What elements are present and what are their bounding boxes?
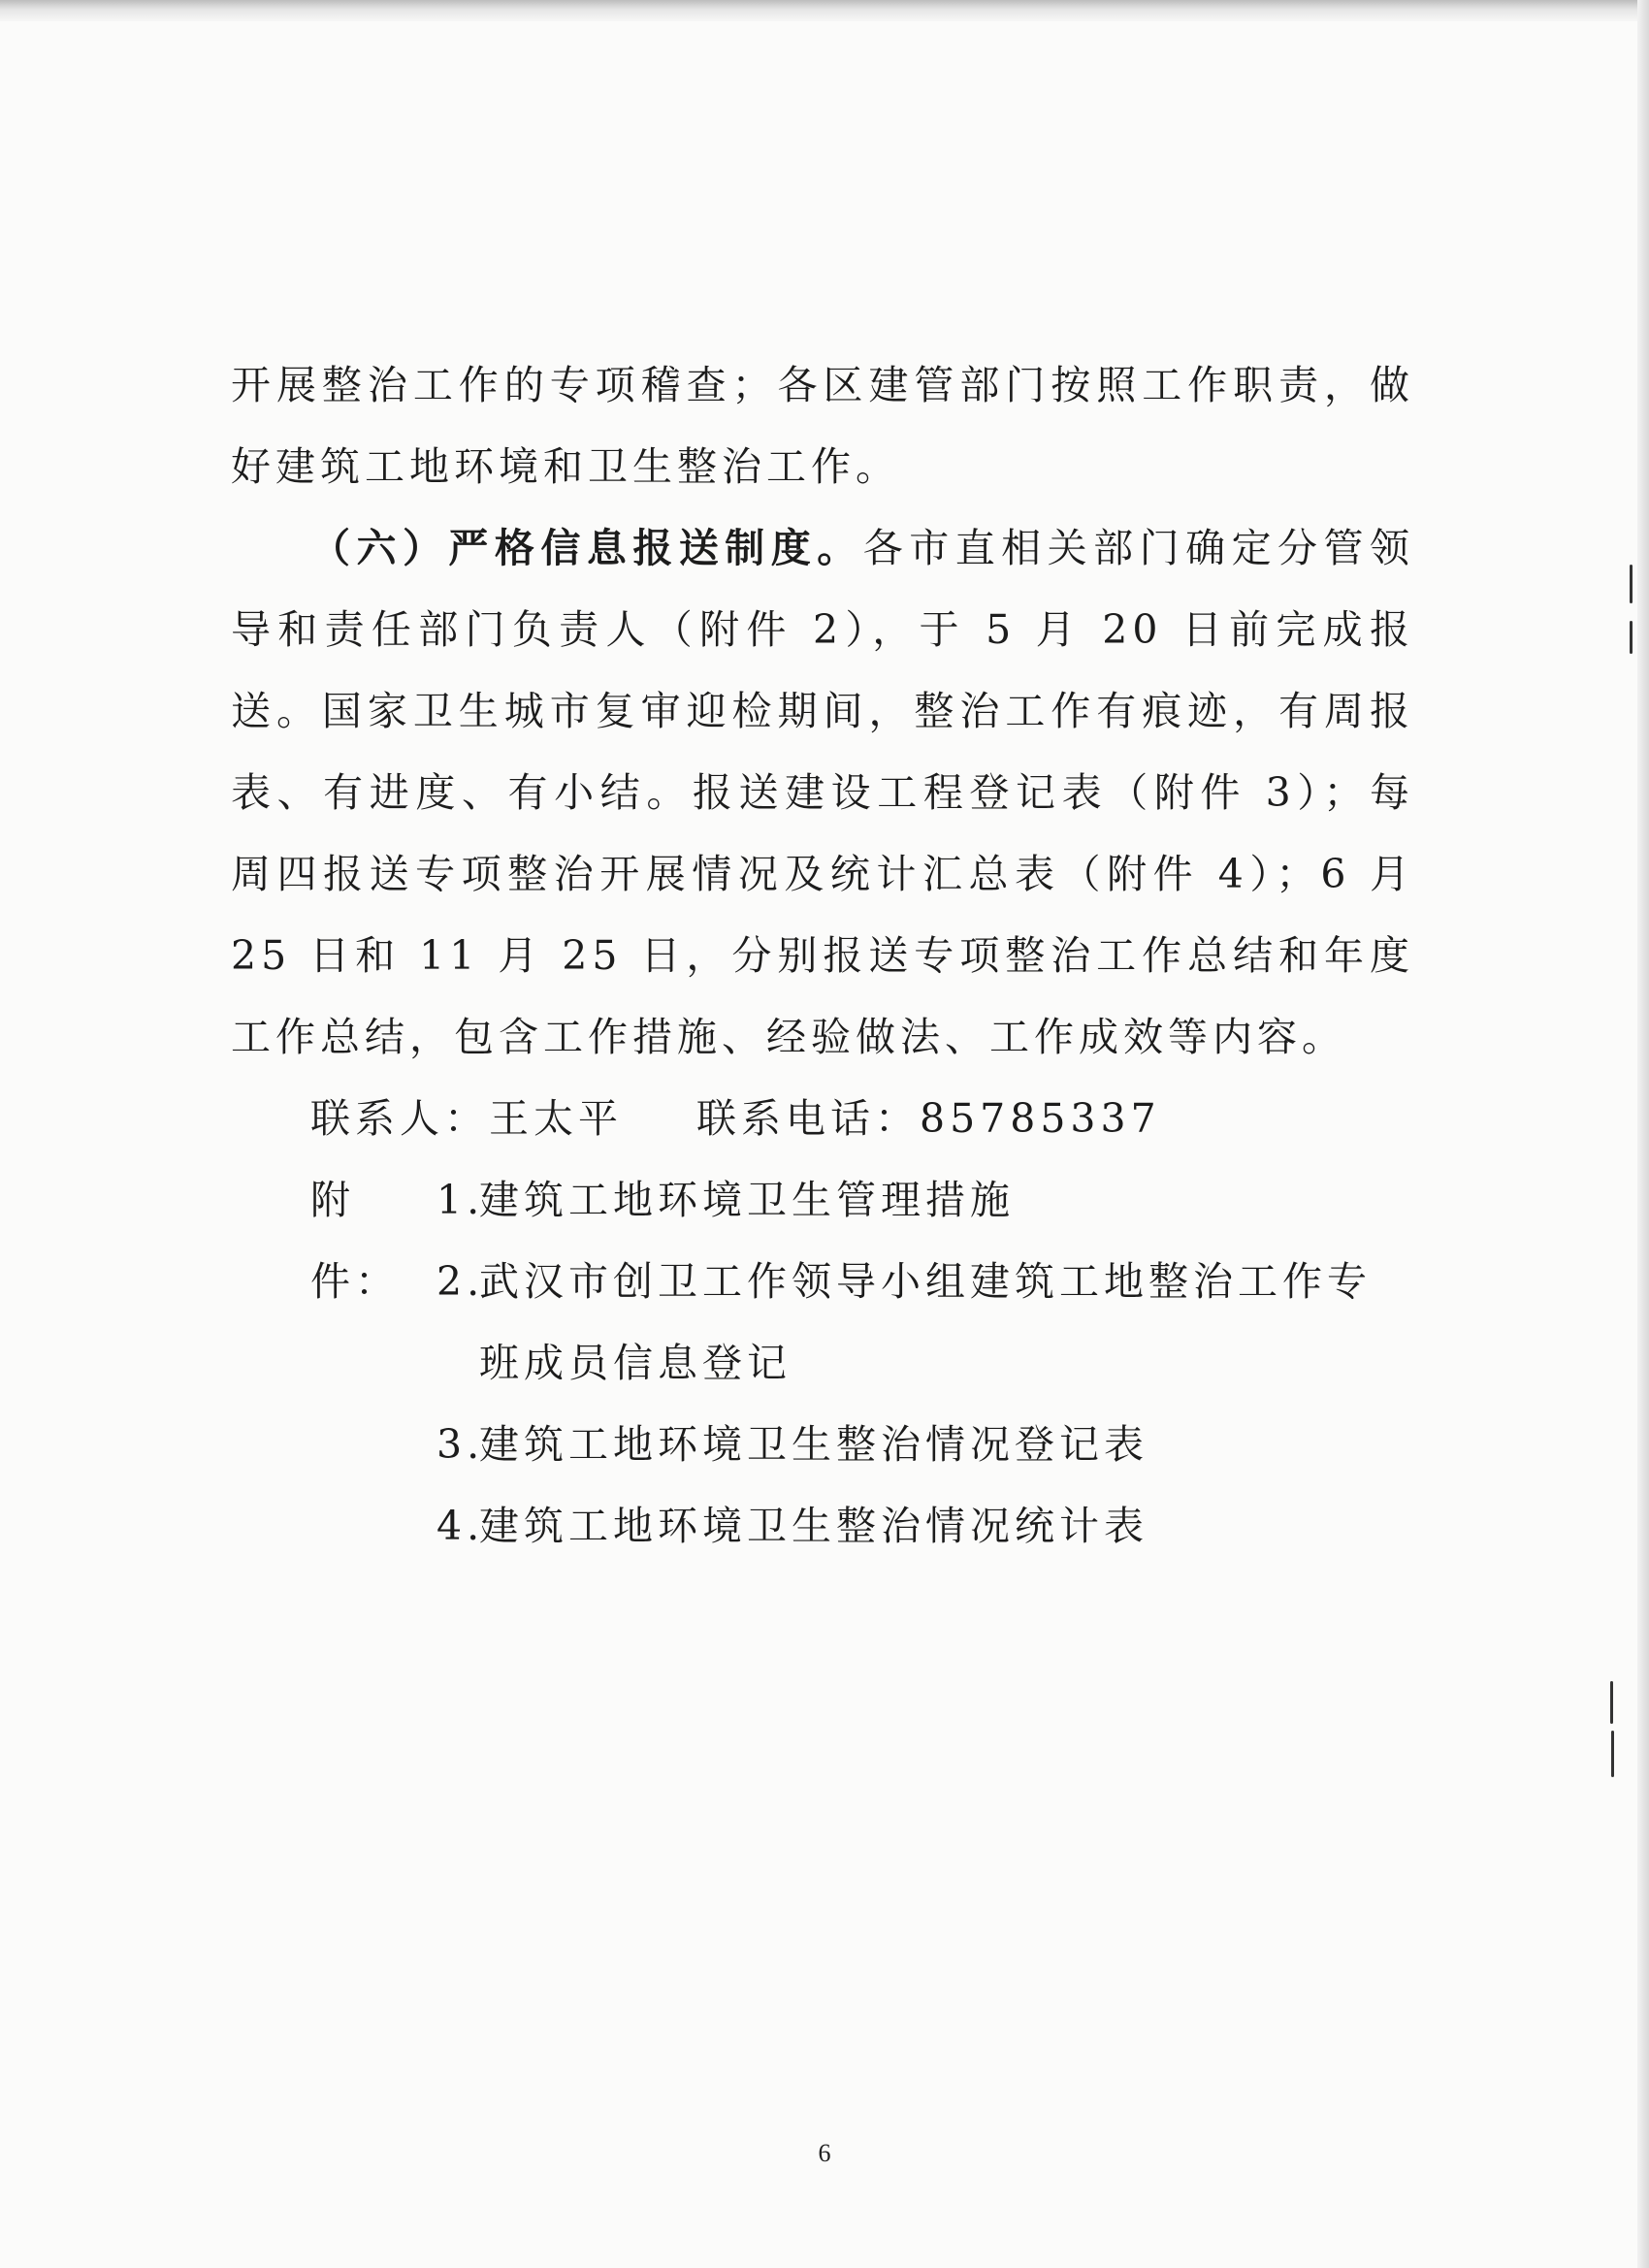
attachment-title: 建筑工地环境卫生整治情况统计表 <box>479 1503 1148 1549</box>
attachment-number: 4. <box>436 1503 485 1549</box>
attachment-number: 1. <box>436 1177 485 1223</box>
paragraph-info-reporting <box>231 507 1414 1078</box>
attachment-number: 3. <box>436 1421 485 1468</box>
contact-person-name: 王太平 <box>489 1095 623 1142</box>
paragraph-continuation: 开展整治工作的专项稽查；各区建管部门按照工作职责，做好建筑工地环境和卫生整治工作。 <box>231 362 1414 490</box>
scan-right-edge <box>1637 0 1649 2268</box>
attachments-section <box>231 1159 1414 1567</box>
binding-mark <box>1610 1681 1613 1724</box>
attachment-title: 武汉市创卫工作领导小组建筑工地整治工作专班成员信息登记 <box>479 1258 1372 1386</box>
attachment-number: 2. <box>436 1258 485 1305</box>
page-number: 6 <box>818 2139 831 2167</box>
attachments-label: 附件： <box>310 1177 400 1305</box>
attachment-title: 建筑工地环境卫生管理措施 <box>479 1177 1015 1223</box>
contact-person-label: 联系人： <box>310 1095 489 1142</box>
binding-mark <box>1630 621 1633 654</box>
attachment-item <box>436 1404 1414 1485</box>
contact-phone-number: 85785337 <box>920 1095 1161 1142</box>
contact-phone-label: 联系电话： <box>696 1095 920 1142</box>
document-body <box>231 344 1414 1567</box>
binding-mark <box>1630 565 1633 603</box>
attachments-list <box>436 1159 1414 1567</box>
binding-mark <box>1611 1731 1614 1777</box>
attachment-item <box>436 1241 1414 1404</box>
paragraph-info-reporting-body: 各市直相关部门确定分管领导和责任部门负责人（附件 2），于 5 月 20 日前完成报送。国家卫生城市复审迎检期间，整治工作有痕迹，有周报表、有进度、有小结。报送建设工程登记表（附件 3）；每周四报送专项整治开展情况及统计汇总表（附件 4）；6 月 25 日和 11 月 25 日，分别报送专项整治工作总结和年度工作总结，包含工作措施、经验做法、工作成效等内容。 <box>231 525 1415 1060</box>
attachment-item <box>436 1159 1414 1241</box>
attachment-title: 建筑工地环境卫生整治情况登记表 <box>479 1421 1148 1468</box>
scan-top-edge <box>0 0 1649 21</box>
contact-line <box>231 1078 1414 1159</box>
attachment-item <box>436 1485 1414 1567</box>
section-heading-six: （六）严格信息报送制度。 <box>310 525 863 571</box>
